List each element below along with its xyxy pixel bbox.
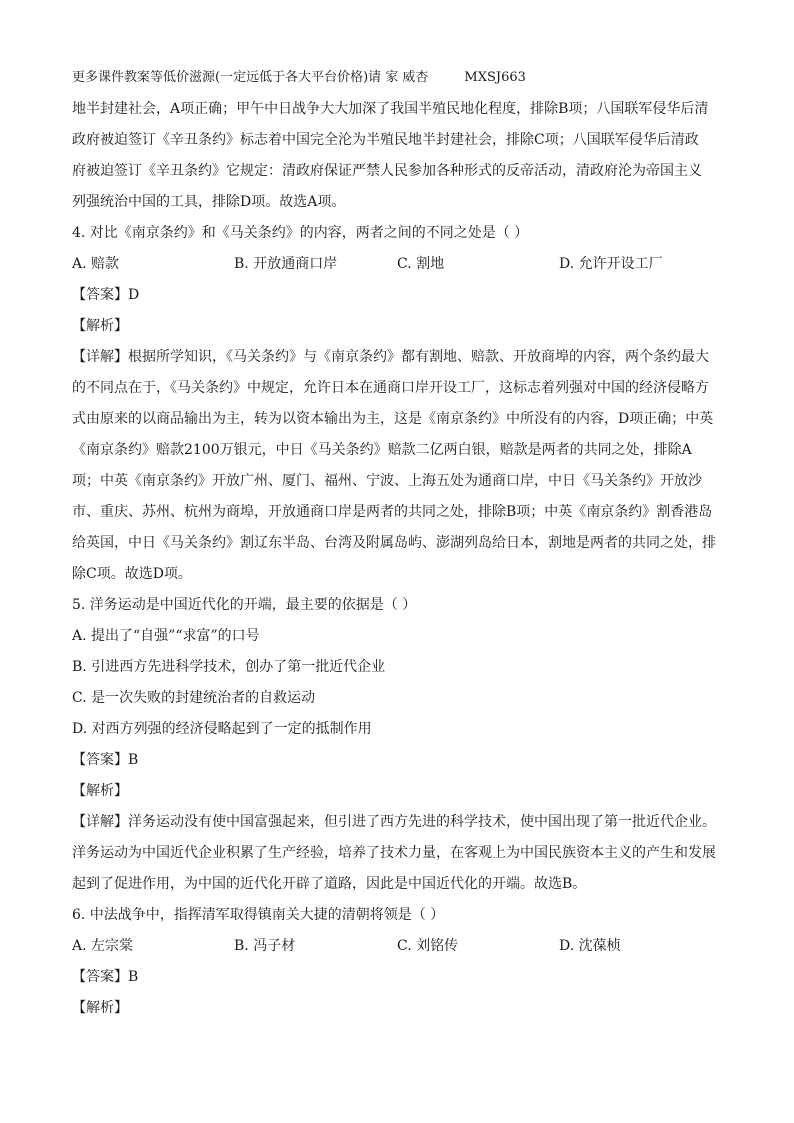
header-text: 更多课件教案等低价滋源(一定远低于各大平台价格)请 家 威杏 xyxy=(72,70,429,85)
option-b: B. 冯子材 xyxy=(234,938,296,954)
question-6-options xyxy=(72,931,724,962)
option-d: D. 允许开设工厂 xyxy=(559,256,663,272)
question-6: 6. 中法战争中，指挥清军取得镇南关大捷的清朝将领是（ ） xyxy=(72,907,445,923)
answer-label: 【答案】B xyxy=(72,752,139,768)
option-b: B. 开放通商口岸 xyxy=(234,256,338,272)
page-header xyxy=(72,66,526,85)
body-line: 地半封建社会，A项正确；甲午中日战争大大加深了我国半殖民地化程度，排除B项；八国联军侵华后清 xyxy=(72,101,709,117)
question-4-options xyxy=(72,249,724,280)
option-b: B. 引进西方先进科学技术，创办了第一批近代企业 xyxy=(72,659,386,675)
detail-line: 起到了促进作用，为中国的近代化开辟了道路，因此是中国近代化的开端。故选B。 xyxy=(72,876,587,892)
detail-line: 的不同点在于，《马关条约》中规定，允许日本在通商口岸开设工厂，这标志着列强对中国的经济侵略方 xyxy=(72,380,709,396)
detail-line: 《南京条约》赔款2100万银元，中日《马关条约》赔款二亿两白银，赔款是两者的共同之处，排除A xyxy=(72,442,692,458)
option-d: D. 对西方列强的经济侵略起到了一定的抵制作用 xyxy=(72,721,372,737)
answer-label: 【答案】D xyxy=(72,287,140,303)
option-a: A. 赔款 xyxy=(72,256,120,272)
body-line: 列强统治中国的工具，排除D项。故选A项。 xyxy=(72,194,346,210)
detail-line: 式由原来的以商品输出为主，转为以资本输出为主，这是《南京条约》中所没有的内容，D项正确；中英 xyxy=(72,411,714,427)
detail-line: 市、重庆、苏州、杭州为商埠，开放通商口岸是两者的共同之处，排除B项；中英《南京条约》割香港岛 xyxy=(72,504,713,520)
detail-line: 给英国，中日《马关条约》割辽东半岛、台湾及附属岛屿、澎湖列岛给日本，割地是两者的共同之处，排 xyxy=(72,535,716,551)
detail-line: 洋务运动为中国近代企业积累了生产经验，培养了技术力量，在客观上为中国民族资本主义的产生和发展 xyxy=(72,845,716,861)
analysis-label: 【解析】 xyxy=(72,783,128,799)
body-line: 府被迫签订《辛丑条约》它规定：清政府保证严禁人民参加各种形式的反帝活动，清政府沦为帝国主义 xyxy=(72,163,702,179)
option-c: C. 是一次失败的封建统治者的自救运动 xyxy=(72,690,316,706)
detail-line: 除C项。故选D项。 xyxy=(72,566,192,582)
body-line: 政府被迫签订《辛丑条约》标志着中国完全沦为半殖民地半封建社会，排除C项；八国联军侵华后清政 xyxy=(72,132,699,148)
analysis-label: 【解析】 xyxy=(72,1000,128,1016)
option-d: D. 沈葆桢 xyxy=(559,938,621,954)
detail-line: 【详解】洋务运动没有使中国富强起来，但引进了西方先进的科学技术，使中国出现了第一批近代企业。 xyxy=(72,814,716,830)
answer-label: 【答案】B xyxy=(72,969,139,985)
analysis-label: 【解析】 xyxy=(72,318,128,334)
question-5: 5. 洋务运动是中国近代化的开端，最主要的依据是（ ） xyxy=(72,597,417,613)
option-a: A. 左宗棠 xyxy=(72,938,134,954)
option-c: C. 割地 xyxy=(397,256,445,272)
option-c: C. 刘铭传 xyxy=(397,938,459,954)
question-4: 4. 对比《南京条约》和《马关条约》的内容，两者之间的不同之处是（ ） xyxy=(72,225,529,241)
option-a: A. 提出了“自强”“求富”的口号 xyxy=(72,628,260,644)
detail-line: 【详解】根据所学知识，《马关条约》与《南京条约》都有割地、赔款、开放商埠的内容，两个条约最大 xyxy=(72,349,709,365)
detail-line: 项；中英《南京条约》开放广州、厦门、福州、宁波、上海五处为通商口岸，中日《马关条约》开放沙 xyxy=(72,473,702,489)
document-body xyxy=(72,94,724,1024)
header-code: MXSJ663 xyxy=(464,70,526,85)
